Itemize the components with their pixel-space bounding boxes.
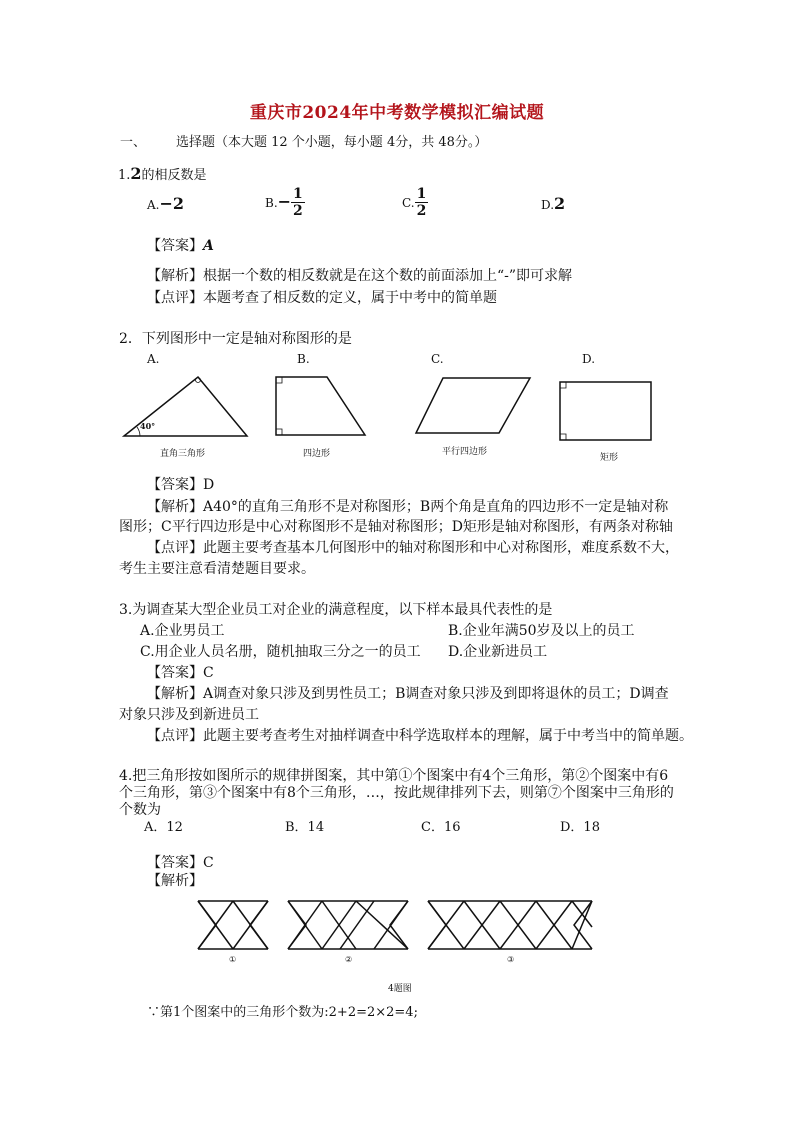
q4-option-b: B．14 <box>285 820 325 835</box>
caption-rectangle: 矩形 <box>600 453 619 463</box>
pattern-label-2: ② <box>345 955 353 964</box>
q1-option-d <box>541 194 565 213</box>
q4-option-d: D．18 <box>560 820 600 835</box>
pattern-label-3: ③ <box>507 955 515 964</box>
q1-option-a-label: A. <box>147 198 160 212</box>
q1-option-b-fraction <box>291 186 305 219</box>
question-2-stem: 2．下列图形中一定是轴对称图形的是 <box>119 331 352 347</box>
caption-parallelogram: 平行四边形 <box>442 447 488 457</box>
q1-option-c-fraction <box>415 186 429 219</box>
q1-option-b-numerator: 1 <box>293 186 303 202</box>
q2-label-b: B. <box>297 352 310 366</box>
right-triangle-figure <box>120 372 255 442</box>
q1-option-d-label: D. <box>541 198 555 212</box>
question-1-stem <box>118 164 207 186</box>
question-4-stem-line-3: 个数为 <box>119 802 161 818</box>
q1-answer-value: A <box>203 238 214 254</box>
q1-option-a-value: −2 <box>159 194 185 213</box>
question-4-stem-line-1: 4.把三角形按如图所示的规律拼图案，其中第①个图案中有4个三角形，第②个图案中有6 <box>119 768 669 784</box>
q1-option-a <box>147 194 184 213</box>
q3-analysis-line-2: 对象只涉及到新进员工 <box>119 707 259 723</box>
q1-comment: 【点评】本题考查了相反数的定义，属于中考中的简单题 <box>147 290 497 306</box>
q2-comment-line-2: 考生主要注意看清楚题目要求。 <box>119 561 315 577</box>
q2-answer: 【答案】D <box>147 477 215 493</box>
q1-option-c-numerator: 1 <box>416 186 427 202</box>
q2-analysis-line-2: 图形；C平行四边形是中心对称图形不是轴对称图形；D矩形是轴对称图形，有两条对称轴 <box>119 519 673 535</box>
question-1-text: 的相反数是 <box>141 168 207 183</box>
q4-answer: 【答案】C <box>147 855 214 871</box>
q4-analysis: 【解析】 <box>147 873 203 889</box>
section-heading: 选择题（本大题 12 个小题，每小题 4分，共 48分。） <box>176 135 488 150</box>
q3-option-b: B.企业年满50岁及以上的员工 <box>448 623 635 639</box>
quadrilateral-figure <box>270 373 370 438</box>
question-1-number: 2 <box>130 164 142 183</box>
q1-option-b <box>265 186 305 219</box>
q1-option-b-label: B. <box>265 196 278 210</box>
section-number: 一、 <box>120 135 147 150</box>
q3-option-c: C.用企业人员名册，随机抽取三分之一的员工 <box>140 644 421 660</box>
q2-comment-line-1: 【点评】此题主要考查基本几何图形中的轴对称图形和中心对称图形，难度系数不大， <box>147 540 679 556</box>
angle-label: 40° <box>140 421 156 431</box>
q1-option-b-sign: − <box>277 192 292 211</box>
question-3-stem: 3.为调查某大型企业员工对企业的满意程度，以下样本最具代表性的是 <box>119 602 553 618</box>
q3-answer: 【答案】C <box>147 665 214 681</box>
triangle-pattern-3 <box>428 899 594 951</box>
question-4-stem-line-2: 个三角形，第③个图案中有8个三角形，…，按此规律排列下去，则第⑦个图案中三角形的 <box>119 785 674 801</box>
page-title: 重庆市2024年中考数学模拟汇编试题 <box>249 103 545 123</box>
q1-analysis: 【解析】根据一个数的相反数就是在这个数的前面添加上“-”即可求解 <box>147 268 573 284</box>
q3-comment: 【点评】此题主要考查考生对抽样调查中科学选取样本的理解，属于中考当中的简单题。 <box>147 728 693 744</box>
q1-option-d-value: 2 <box>554 194 566 213</box>
caption-right-triangle: 直角三角形 <box>160 449 206 459</box>
q2-label-d: D. <box>582 352 596 366</box>
q4-option-a: A．12 <box>144 820 183 835</box>
caption-quadrilateral: 四边形 <box>303 449 331 459</box>
pattern-label-1: ① <box>229 955 237 964</box>
q1-option-c-denominator: 2 <box>416 203 427 219</box>
q4-explanation: ∵第1个图案中的三角形个数为:2+2=2×2=4; <box>147 1005 418 1020</box>
q1-answer-tag: 【答案】 <box>147 238 203 254</box>
q2-label-c: C. <box>431 352 444 366</box>
q2-label-a: A. <box>147 352 160 366</box>
q3-analysis-line-1: 【解析】A调查对象只涉及到男性员工；B调查对象只涉及到即将退休的员工；D调查 <box>147 686 669 702</box>
figure-caption: 4题图 <box>388 984 412 994</box>
triangle-pattern-1 <box>198 899 270 951</box>
triangle-pattern-2 <box>288 899 410 951</box>
question-1-prefix: 1. <box>118 168 131 183</box>
q1-answer <box>147 236 214 256</box>
q1-option-c <box>402 186 428 219</box>
q1-option-b-denominator: 2 <box>293 203 303 219</box>
q3-option-d: D.企业新进员工 <box>448 644 548 660</box>
rectangle-figure <box>556 378 656 443</box>
q1-option-c-label: C. <box>402 196 415 210</box>
q4-option-c: C．16 <box>421 820 461 835</box>
parallelogram-figure <box>413 375 533 435</box>
q3-option-a: A.企业男员工 <box>140 623 225 639</box>
q2-analysis-line-1: 【解析】A40°的直角三角形不是对称图形；B两个角是直角的四边形不一定是轴对称 <box>147 499 669 515</box>
